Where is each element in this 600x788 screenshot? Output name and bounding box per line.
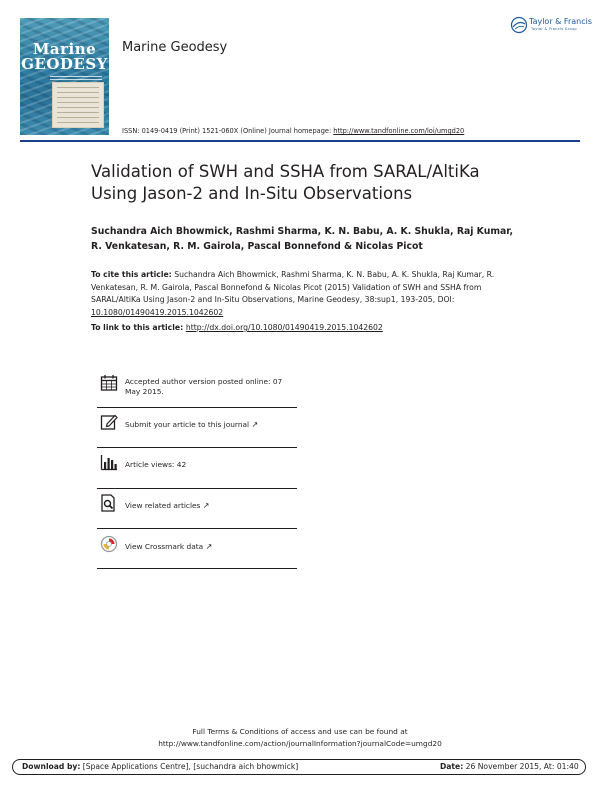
- info-divider: [97, 488, 297, 489]
- article-views-text: Article views: 42: [125, 460, 187, 469]
- external-link-icon: ↗: [202, 501, 210, 510]
- citation-text: Suchandra Aich Bhowmick, Rashmi Sharma, K. N. Babu, A. K. Shukla, Raj Kumar, R. Venkatesan, R. M. Gairola, Pascal Bonnefond & Nicolas Picot (2015) Validation of SWH and SSHA from SARAL/AltiKa Using Jason-2 and In-Situ Observations, Marine Geodesy, 38:sup1, 193-205, DOI:: [91, 270, 495, 305]
- article-authors: Suchandra Aich Bhowmick, Rashmi Sharma, K. N. Babu, A. K. Shukla, Raj Kumar, R. Venkatesan, R. M. Gairola, Pascal Bonnefond & Nicolas Picot: [91, 226, 514, 252]
- download-date: [440, 762, 579, 771]
- external-link-icon: ↗: [205, 542, 213, 551]
- search-document-icon: [100, 494, 118, 512]
- terms-url[interactable]: http://www.tandfonline.com/action/journalInformation?journalCode=umgd20: [158, 739, 442, 748]
- related-articles-text: View related articles ↗: [125, 501, 210, 510]
- submit-text: Submit your article to this journal ↗: [125, 420, 259, 429]
- info-divider: [97, 568, 297, 569]
- calendar-icon: [100, 374, 118, 392]
- publisher-logo: Taylor & Francis: [529, 17, 592, 26]
- download-date-value: 26 November 2015, At: 01:40: [463, 762, 579, 771]
- accepted-text: Accepted author version posted online: 07 May 2015.: [125, 377, 283, 396]
- downloaded-by: [22, 762, 298, 771]
- issn-line: [122, 127, 464, 135]
- edit-icon: [100, 413, 118, 431]
- info-divider: [97, 528, 297, 529]
- cover-title: Marine GEODESY: [21, 40, 108, 73]
- submit-article-link[interactable]: [97, 413, 297, 433]
- downloaded-by-label: Download by:: [22, 762, 81, 771]
- related-articles-link[interactable]: [97, 494, 297, 516]
- header-divider: [20, 140, 580, 142]
- download-date-label: Date:: [440, 762, 464, 771]
- crossmark-text: View Crossmark data ↗: [125, 542, 213, 551]
- crossmark-link[interactable]: [97, 535, 297, 557]
- article-link-row: [91, 323, 511, 332]
- external-link-icon: ↗: [251, 420, 259, 429]
- cover-contents-box: [52, 82, 104, 128]
- article-doi-link[interactable]: http://dx.doi.org/10.1080/01490419.2015.1042602: [185, 323, 383, 332]
- terms-notice: [0, 726, 600, 750]
- crossmark-icon: [100, 535, 118, 553]
- citation-block: [91, 269, 511, 319]
- citation-doi-link[interactable]: 10.1080/01490419.2015.1042602: [91, 307, 224, 317]
- publisher-logo-subtitle: Taylor & Francis Group: [531, 27, 577, 31]
- terms-line: Full Terms & Conditions of access and use can be found at: [192, 727, 408, 736]
- journal-name: Marine Geodesy: [122, 40, 228, 55]
- bar-chart-icon: [100, 453, 118, 471]
- accepted-info: [97, 374, 297, 404]
- article-views-info: [97, 453, 297, 473]
- journal-homepage-link[interactable]: http://www.tandfonline.com/loi/umgd20: [333, 127, 465, 135]
- journal-cover-image: [20, 18, 109, 135]
- info-divider: [97, 447, 297, 448]
- downloaded-by-value: [Space Applications Centre], [suchandra aich bhowmick]: [80, 762, 299, 771]
- citation-label: To cite this article:: [91, 270, 172, 279]
- info-divider: [97, 407, 297, 408]
- publisher-logo-icon: [510, 16, 528, 34]
- article-title: Validation of SWH and SSHA from SARAL/AltiKa Using Jason-2 and In-Situ Observations: [91, 162, 480, 203]
- link-label: To link to this article:: [91, 323, 186, 332]
- issn-text: ISSN: 0149-0419 (Print) 1521-060X (Online) Journal homepage:: [122, 127, 334, 135]
